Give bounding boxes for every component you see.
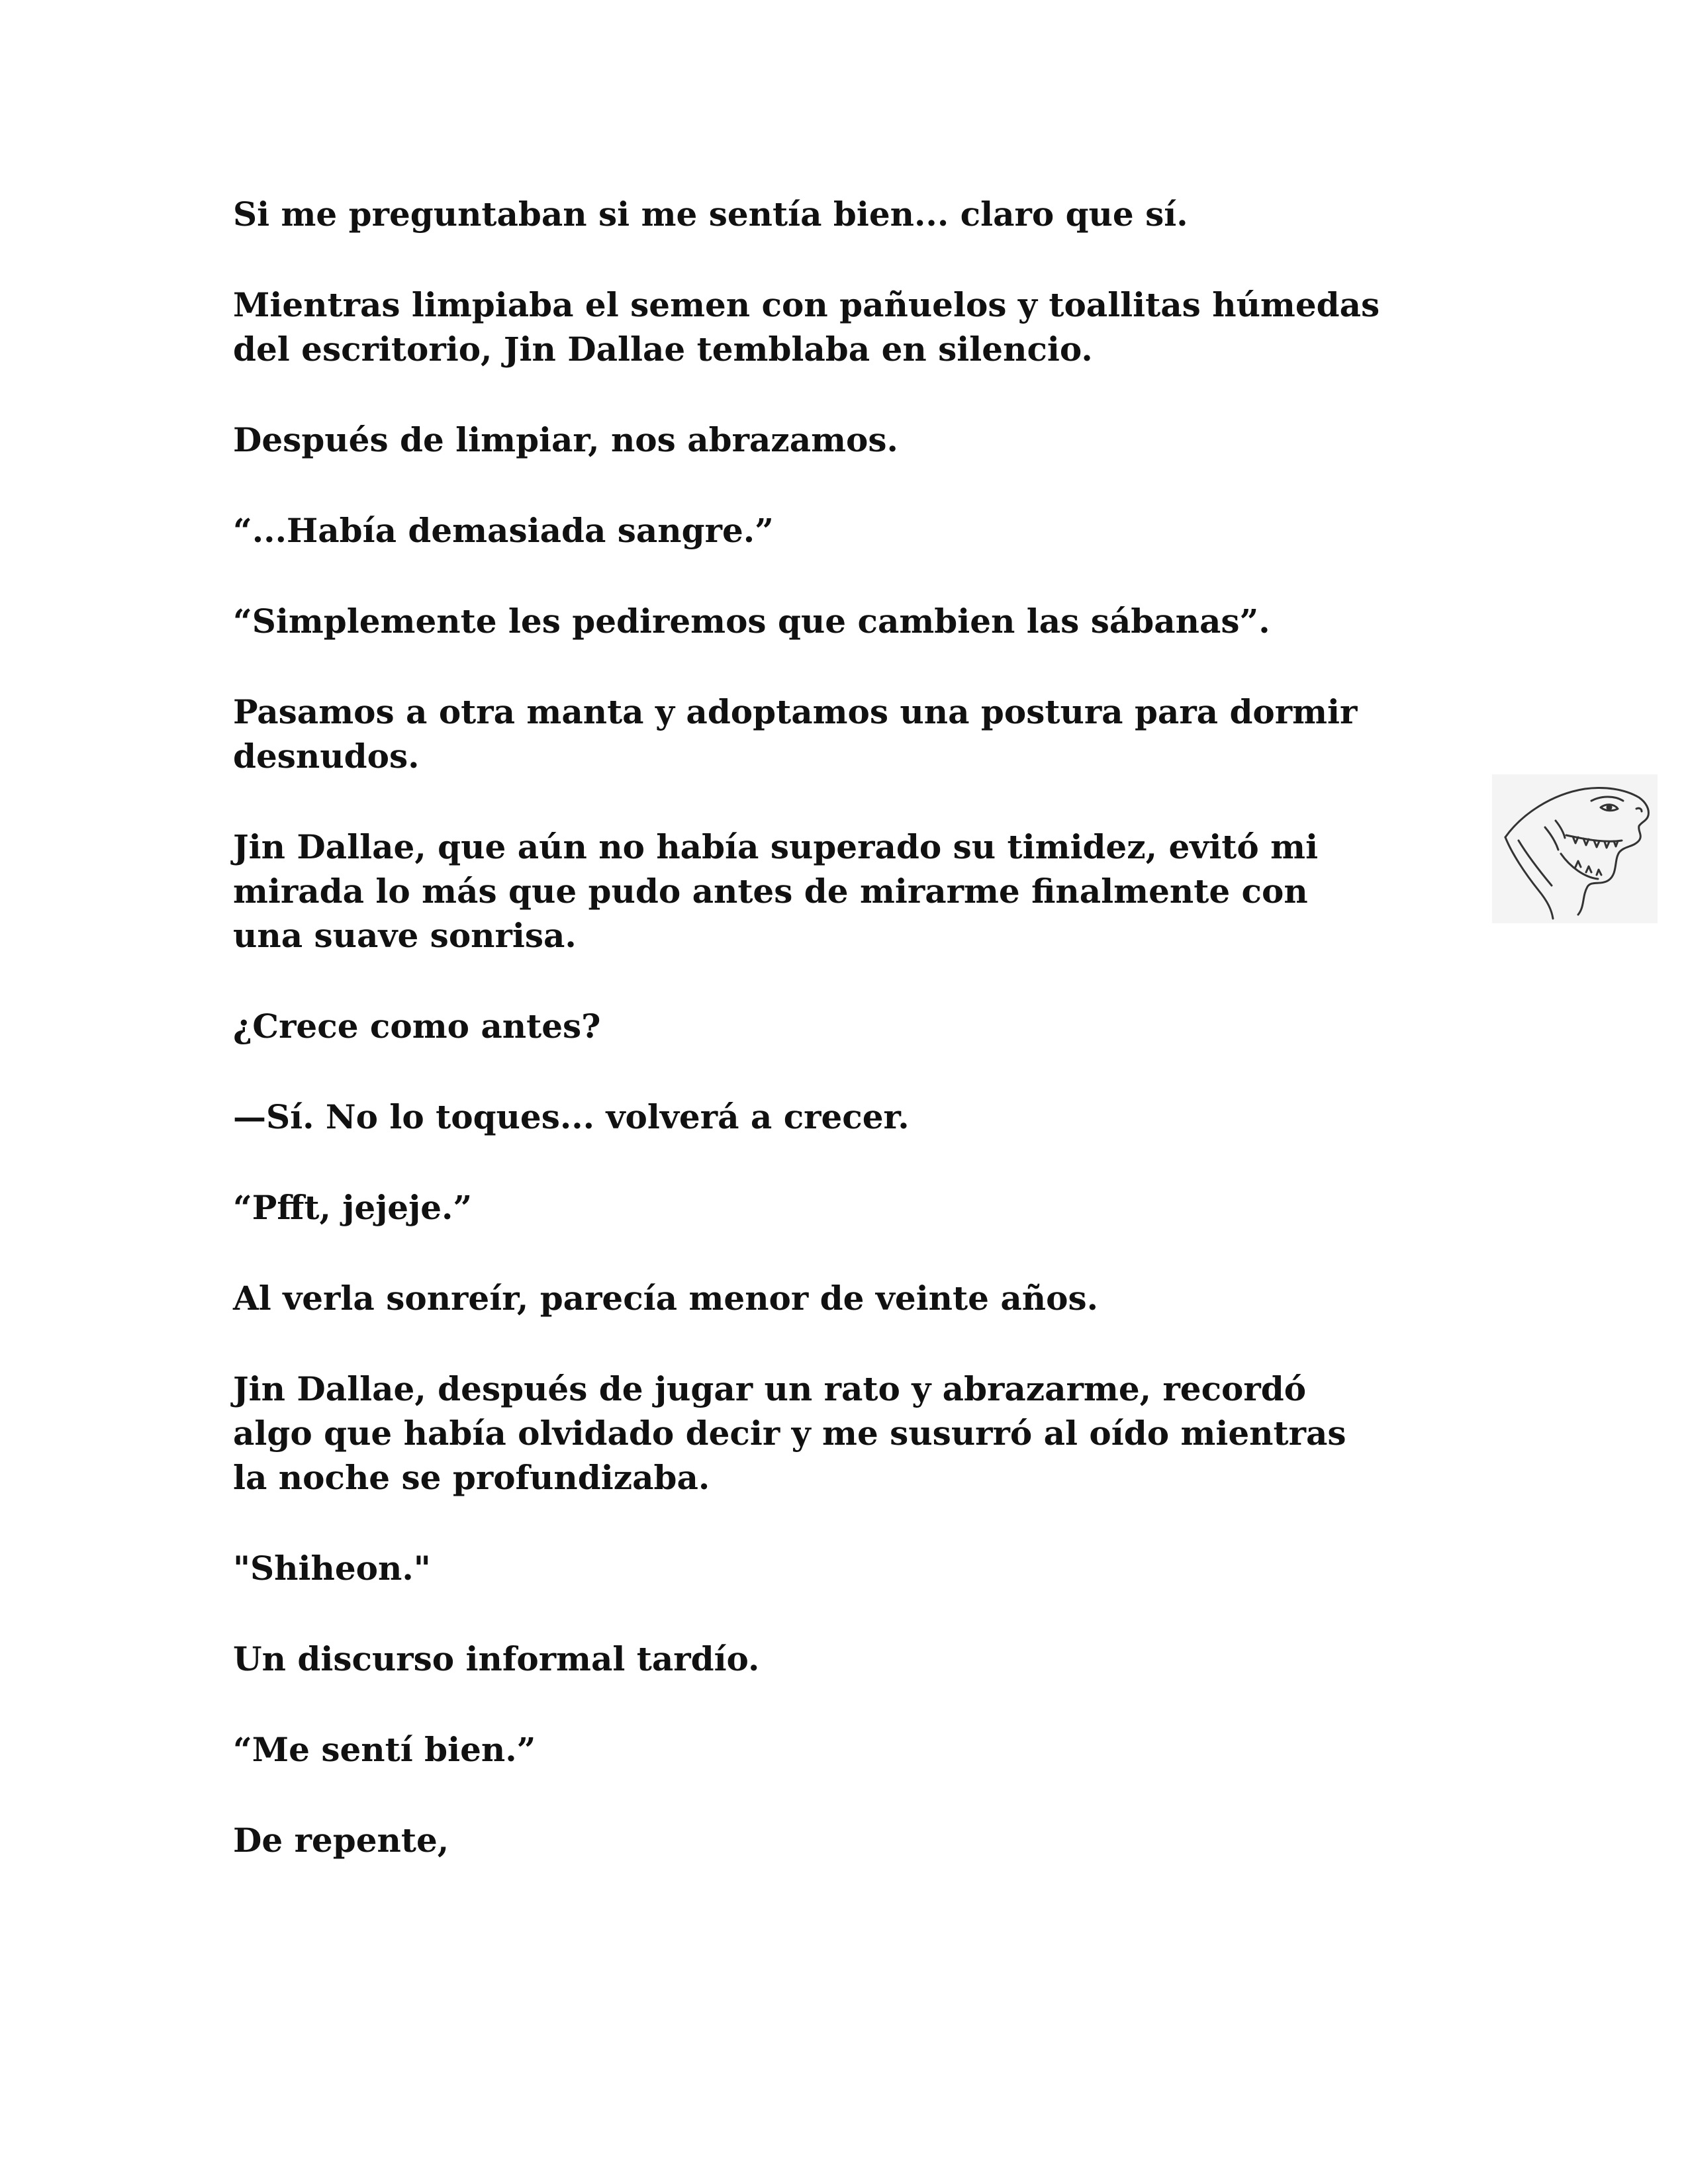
- paragraph-5: “Simplemente les pediremos que cambien las sábanas”.: [233, 602, 1270, 641]
- paragraph-15: “Me sentí bien.”: [233, 1730, 536, 1769]
- paragraph-3: Después de limpiar, nos abrazamos.: [233, 420, 898, 459]
- paragraph-10: “Pfft, jejeje.”: [233, 1188, 473, 1227]
- dinosaur-head-icon: [1492, 774, 1658, 923]
- paragraph-12: Jin Dallae, después de jugar un rato y abrazarme, recordó algo que había olvidado decir y me susurró al oído mientras la noche se profundizaba.: [233, 1369, 1346, 1497]
- paragraph-6: Pasamos a otra manta y adoptamos una postura para dormir desnudos.: [233, 692, 1358, 776]
- paragraph-7: Jin Dallae, que aún no había superado su timidez, evitó mi mirada lo más que pudo antes de mirarme finalmente con una suave sonrisa.: [233, 827, 1319, 955]
- paragraph-14: Un discurso informal tardío.: [233, 1639, 760, 1678]
- paragraph-13: "Shiheon.": [233, 1549, 431, 1588]
- paragraph-11: Al verla sonreír, parecía menor de veinte años.: [233, 1279, 1099, 1318]
- document-body: [233, 192, 1491, 1862]
- paragraph-1: Si me preguntaban si me sentía bien... claro que sí.: [233, 195, 1188, 234]
- paragraph-4: “...Había demasiada sangre.”: [233, 511, 774, 550]
- paragraph-8: ¿Crece como antes?: [233, 1007, 601, 1046]
- paragraph-2: Mientras limpiaba el semen con pañuelos y toallitas húmedas del escritorio, Jin Dallae temblaba en silencio.: [233, 285, 1380, 369]
- paragraph-16: De repente,: [233, 1821, 449, 1860]
- paragraph-9: —Sí. No lo toques... volverá a crecer.: [233, 1097, 910, 1136]
